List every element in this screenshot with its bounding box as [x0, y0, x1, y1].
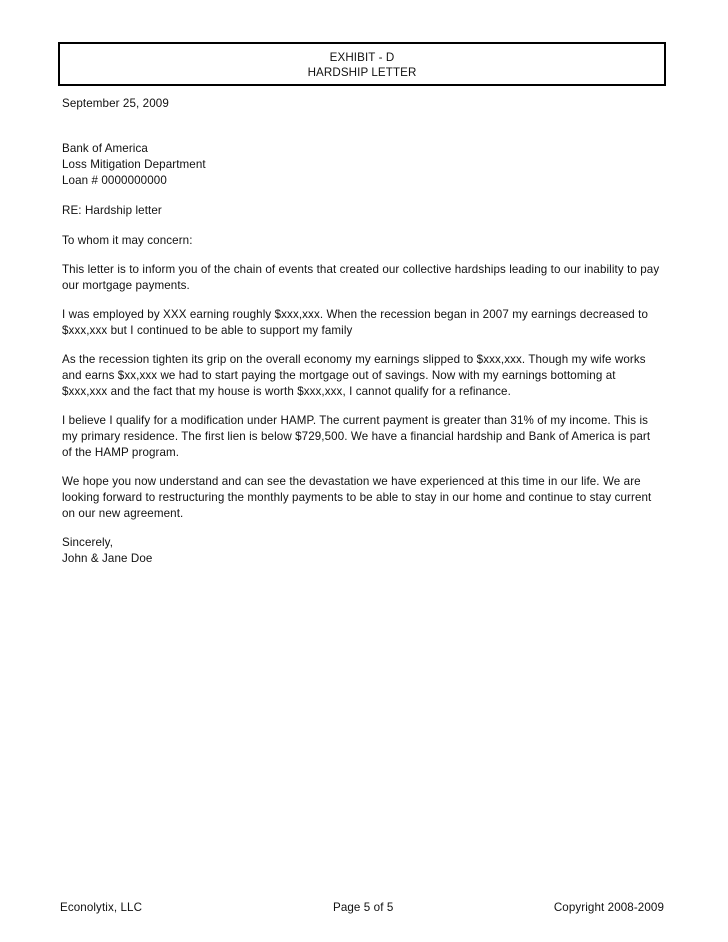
paragraph-line: our mortgage payments. [62, 279, 190, 292]
paragraph-recession [62, 352, 672, 400]
paragraph-line: I was employed by XXX earning roughly $xxx,xxx. When the recession began in 2007 my earnings decreased to [62, 308, 648, 321]
recipient-department: Loss Mitigation Department [62, 158, 206, 171]
paragraph-line: on our new agreement. [62, 507, 184, 520]
paragraph-hamp [62, 413, 672, 461]
exhibit-header-box [58, 42, 666, 86]
page-footer [0, 900, 728, 916]
footer-page-number: Page 5 of 5 [333, 901, 394, 914]
letter-date: September 25, 2009 [62, 97, 169, 110]
closing-block [62, 535, 672, 567]
paragraph-line: looking forward to restructuring the monthly payments to be able to stay in our home and continue to stay current [62, 491, 652, 504]
letter-body [62, 96, 672, 567]
paragraph-line: $xxx,xxx but I continued to be able to support my family [62, 324, 353, 337]
exhibit-label: EXHIBIT - D [329, 51, 395, 64]
signature-name: John & Jane Doe [62, 552, 153, 565]
closing-text: Sincerely, [62, 536, 114, 549]
footer-copyright: Copyright 2008-2009 [553, 901, 664, 914]
paragraph-line: my primary residence. The first lien is below $729,500. We have a financial hardship and Bank of America is part [62, 430, 651, 443]
recipient-name: Bank of America [62, 142, 148, 155]
letter-title: HARDSHIP LETTER [307, 66, 417, 79]
paragraph-line: $xxx,xxx and the fact that my house is worth $xxx,xxx, I cannot qualify for a refinance. [62, 385, 511, 398]
salutation: To whom it may concern: [62, 234, 193, 247]
paragraph-line: and earns $xx,xxx we had to start paying the mortgage out of savings. Now with my earnings bottoming at [62, 369, 616, 382]
loan-number: Loan # 0000000000 [62, 174, 167, 187]
subject-line: RE: Hardship letter [62, 204, 162, 217]
paragraph-line: As the recession tighten its grip on the overall economy my earnings slipped to $xxx,xxx. Though my wife works [62, 353, 646, 366]
paragraph-line: I believe I qualify for a modification under HAMP. The current payment is greater than 31% of my income. This is [62, 414, 649, 427]
paragraph-line: This letter is to inform you of the chain of events that created our collective hardships leading to our inability to pay [62, 263, 660, 276]
paragraph-employment [62, 307, 672, 339]
paragraph-line: of the HAMP program. [62, 446, 180, 459]
recipient-address [62, 141, 672, 189]
footer-company: Econolytix, LLC [60, 901, 143, 914]
paragraph-intro [62, 262, 672, 294]
paragraph-line: We hope you now understand and can see the devastation we have experienced at this time in our life. We are [62, 475, 641, 488]
paragraph-conclusion [62, 474, 672, 522]
